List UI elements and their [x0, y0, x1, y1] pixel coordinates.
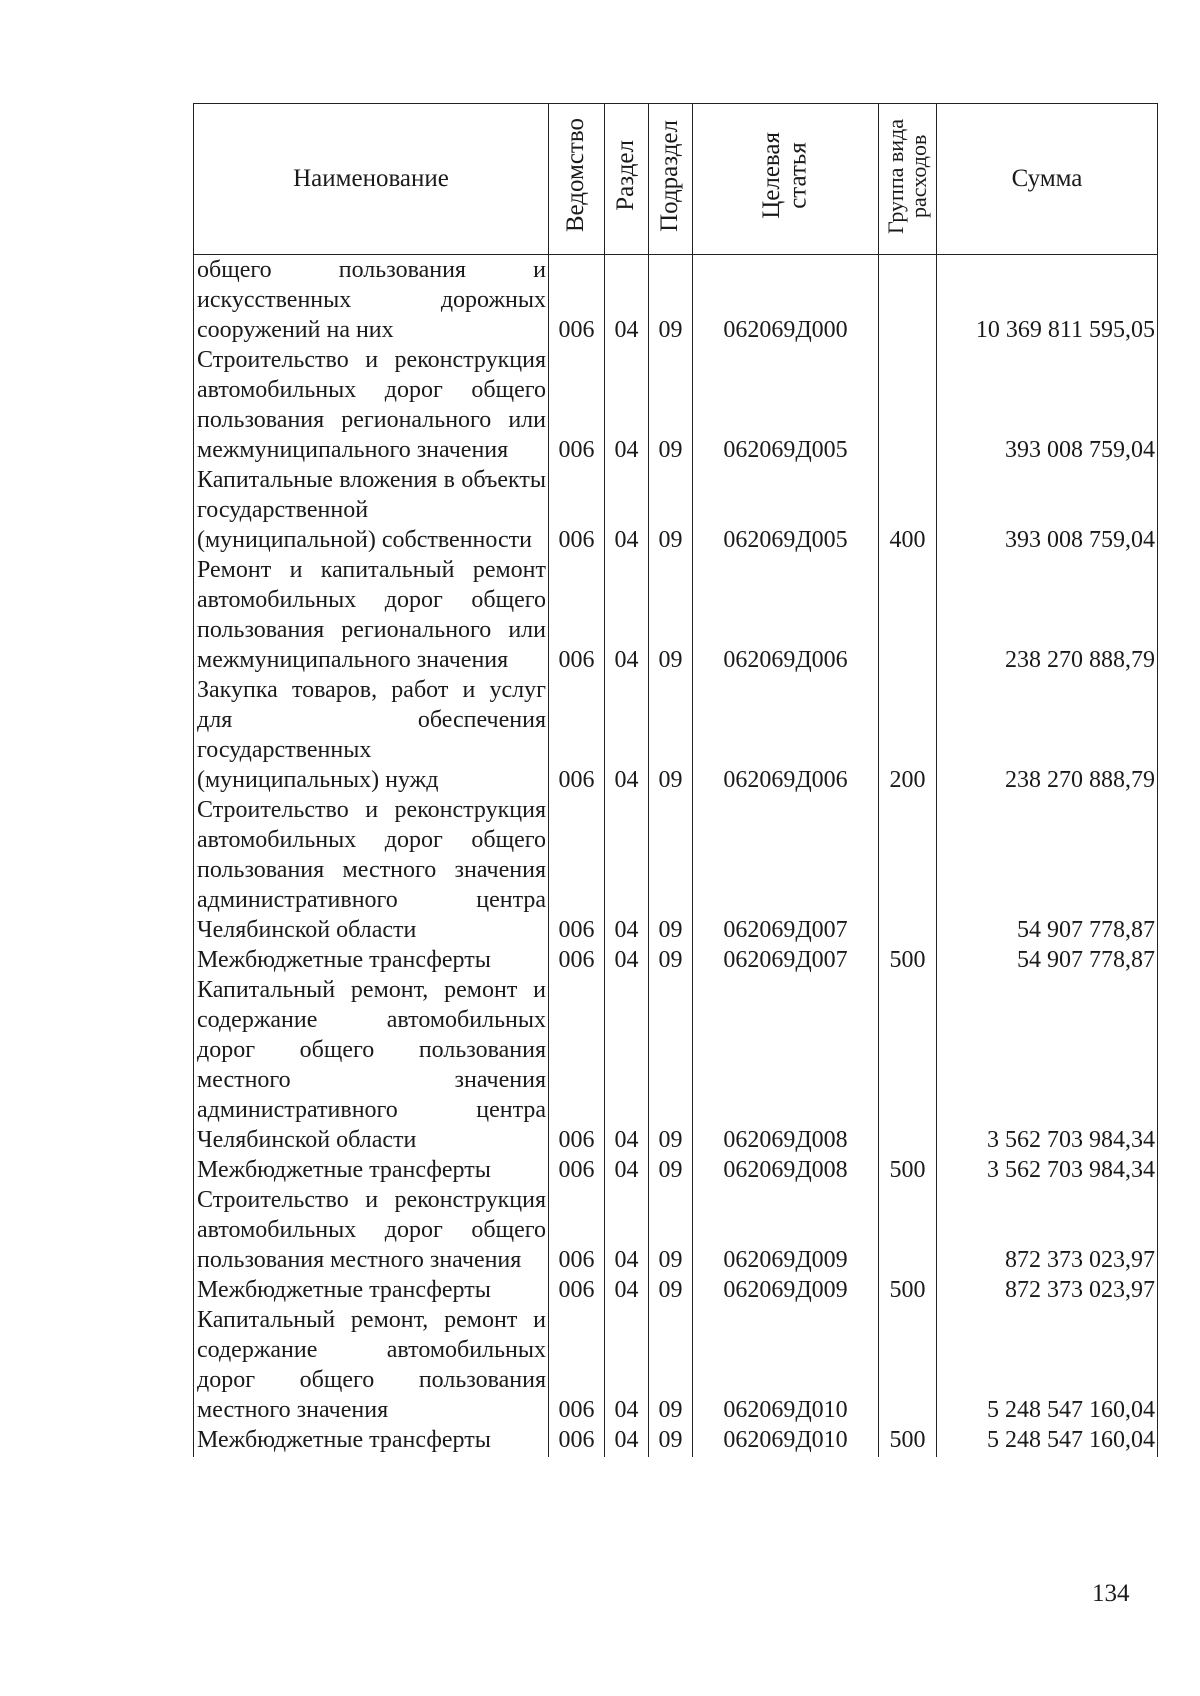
cell-department: 006: [549, 1185, 605, 1275]
cell-section: 04: [605, 465, 649, 555]
cell-amount: 393 008 759,04: [937, 465, 1158, 555]
table-row: [194, 975, 1158, 1155]
cell-section: 04: [605, 255, 649, 346]
cell-subsection: 09: [649, 975, 693, 1155]
cell-name: Закупка товаров, работ и услуг для обеспечения государственных (муниципальных) нужд: [194, 675, 549, 795]
cell-department: 006: [549, 945, 605, 975]
cell-section: 04: [605, 675, 649, 795]
cell-amount: 872 373 023,97: [937, 1185, 1158, 1275]
header-expense-line1: Группа вида: [883, 118, 909, 234]
cell-expense-group: [879, 975, 937, 1155]
table-body: [194, 255, 1158, 1458]
cell-expense-group: [879, 345, 937, 465]
header-target-line1: Целевая: [758, 132, 786, 219]
cell-amount: 872 373 023,97: [937, 1275, 1158, 1305]
table-row: [194, 795, 1158, 945]
table-row: [194, 1275, 1158, 1305]
cell-name: Строительство и реконструкция автомобильных дорог общего пользования местного значения административного центра Челябинской области: [194, 795, 549, 945]
cell-amount: 3 562 703 984,34: [937, 975, 1158, 1155]
cell-department: 006: [549, 1275, 605, 1305]
header-expense-line2: расходов: [906, 134, 932, 218]
cell-target-article: 062069Д006: [693, 555, 879, 675]
cell-expense-group: [879, 795, 937, 945]
cell-department: 006: [549, 1155, 605, 1185]
cell-name: Межбюджетные трансферты: [194, 1275, 549, 1305]
cell-amount: 10 369 811 595,05: [937, 255, 1158, 346]
header-department: Ведомство: [549, 104, 605, 255]
table-row: [194, 1155, 1158, 1185]
header-name: Наименование: [194, 104, 549, 255]
cell-target-article: 062069Д006: [693, 675, 879, 795]
cell-name: Капитальные вложения в объекты государственной (муниципальной) собственности: [194, 465, 549, 555]
budget-table: [193, 103, 1158, 1457]
cell-target-article: 062069Д005: [693, 465, 879, 555]
cell-name: Капитальный ремонт, ремонт и содержание автомобильных дорог общего пользования местного значения административного центра Челябинской области: [194, 975, 549, 1155]
cell-name: Межбюджетные трансферты: [194, 1155, 549, 1185]
cell-subsection: 09: [649, 795, 693, 945]
cell-target-article: 062069Д008: [693, 975, 879, 1155]
cell-amount: 238 270 888,79: [937, 675, 1158, 795]
cell-expense-group: [879, 1305, 937, 1425]
cell-target-article: 062069Д005: [693, 345, 879, 465]
cell-subsection: 09: [649, 1425, 693, 1457]
cell-amount: 238 270 888,79: [937, 555, 1158, 675]
cell-expense-group: [879, 255, 937, 346]
cell-section: 04: [605, 795, 649, 945]
cell-section: 04: [605, 1185, 649, 1275]
cell-expense-group: [879, 1185, 937, 1275]
cell-amount: 5 248 547 160,04: [937, 1425, 1158, 1457]
cell-subsection: 09: [649, 555, 693, 675]
cell-name: Межбюджетные трансферты: [194, 1425, 549, 1457]
header-expense-group: [879, 104, 937, 255]
cell-amount: 5 248 547 160,04: [937, 1305, 1158, 1425]
cell-subsection: 09: [649, 345, 693, 465]
cell-subsection: 09: [649, 1185, 693, 1275]
cell-department: 006: [549, 1425, 605, 1457]
cell-section: 04: [605, 1275, 649, 1305]
table-row: [194, 1425, 1158, 1457]
cell-subsection: 09: [649, 255, 693, 346]
cell-target-article: 062069Д008: [693, 1155, 879, 1185]
cell-name: Межбюджетные трансферты: [194, 945, 549, 975]
cell-section: 04: [605, 1425, 649, 1457]
header-target-article: [693, 104, 879, 255]
cell-name: Строительство и реконструкция автомобильных дорог общего пользования местного значения: [194, 1185, 549, 1275]
cell-target-article: 062069Д000: [693, 255, 879, 346]
cell-name: Строительство и реконструкция автомобильных дорог общего пользования регионального или межмуниципального значения: [194, 345, 549, 465]
cell-target-article: 062069Д007: [693, 945, 879, 975]
cell-name: Ремонт и капитальный ремонт автомобильных дорог общего пользования регионального или межмуниципального значения: [194, 555, 549, 675]
cell-subsection: 09: [649, 1305, 693, 1425]
cell-amount: 54 907 778,87: [937, 795, 1158, 945]
cell-subsection: 09: [649, 675, 693, 795]
cell-target-article: 062069Д010: [693, 1305, 879, 1425]
cell-expense-group: 200: [879, 675, 937, 795]
cell-target-article: 062069Д010: [693, 1425, 879, 1457]
cell-target-article: 062069Д007: [693, 795, 879, 945]
table-row: [194, 345, 1158, 465]
header-subsection: Подраздел: [649, 104, 693, 255]
cell-expense-group: 500: [879, 1155, 937, 1185]
cell-department: 006: [549, 345, 605, 465]
table-row: [194, 1185, 1158, 1275]
cell-department: 006: [549, 795, 605, 945]
cell-expense-group: 500: [879, 1425, 937, 1457]
cell-department: 006: [549, 1305, 605, 1425]
header-amount: Сумма: [937, 104, 1158, 255]
cell-expense-group: 500: [879, 1275, 937, 1305]
table-row: [194, 465, 1158, 555]
cell-name: общего пользования и искусственных дорожных сооружений на них: [194, 255, 549, 346]
cell-subsection: 09: [649, 1275, 693, 1305]
table-row: [194, 255, 1158, 346]
cell-amount: 3 562 703 984,34: [937, 1155, 1158, 1185]
table-row: [194, 1305, 1158, 1425]
cell-target-article: 062069Д009: [693, 1185, 879, 1275]
cell-department: 006: [549, 255, 605, 346]
cell-section: 04: [605, 975, 649, 1155]
cell-target-article: 062069Д009: [693, 1275, 879, 1305]
cell-section: 04: [605, 1305, 649, 1425]
cell-subsection: 09: [649, 1155, 693, 1185]
cell-department: 006: [549, 465, 605, 555]
cell-section: 04: [605, 345, 649, 465]
cell-amount: 54 907 778,87: [937, 945, 1158, 975]
cell-section: 04: [605, 945, 649, 975]
page-number: 134: [1092, 1580, 1130, 1607]
table-row: [194, 675, 1158, 795]
cell-expense-group: [879, 555, 937, 675]
header-target-line2: статья: [784, 142, 812, 209]
cell-name: Капитальный ремонт, ремонт и содержание автомобильных дорог общего пользования местного значения: [194, 1305, 549, 1425]
cell-department: 006: [549, 555, 605, 675]
cell-department: 006: [549, 975, 605, 1155]
cell-amount: 393 008 759,04: [937, 345, 1158, 465]
table-row: [194, 945, 1158, 975]
cell-expense-group: 400: [879, 465, 937, 555]
cell-section: 04: [605, 1155, 649, 1185]
cell-expense-group: 500: [879, 945, 937, 975]
table-row: [194, 555, 1158, 675]
table-header-row: [194, 104, 1158, 255]
cell-subsection: 09: [649, 945, 693, 975]
cell-section: 04: [605, 555, 649, 675]
cell-department: 006: [549, 675, 605, 795]
cell-subsection: 09: [649, 465, 693, 555]
header-section: Раздел: [605, 104, 649, 255]
